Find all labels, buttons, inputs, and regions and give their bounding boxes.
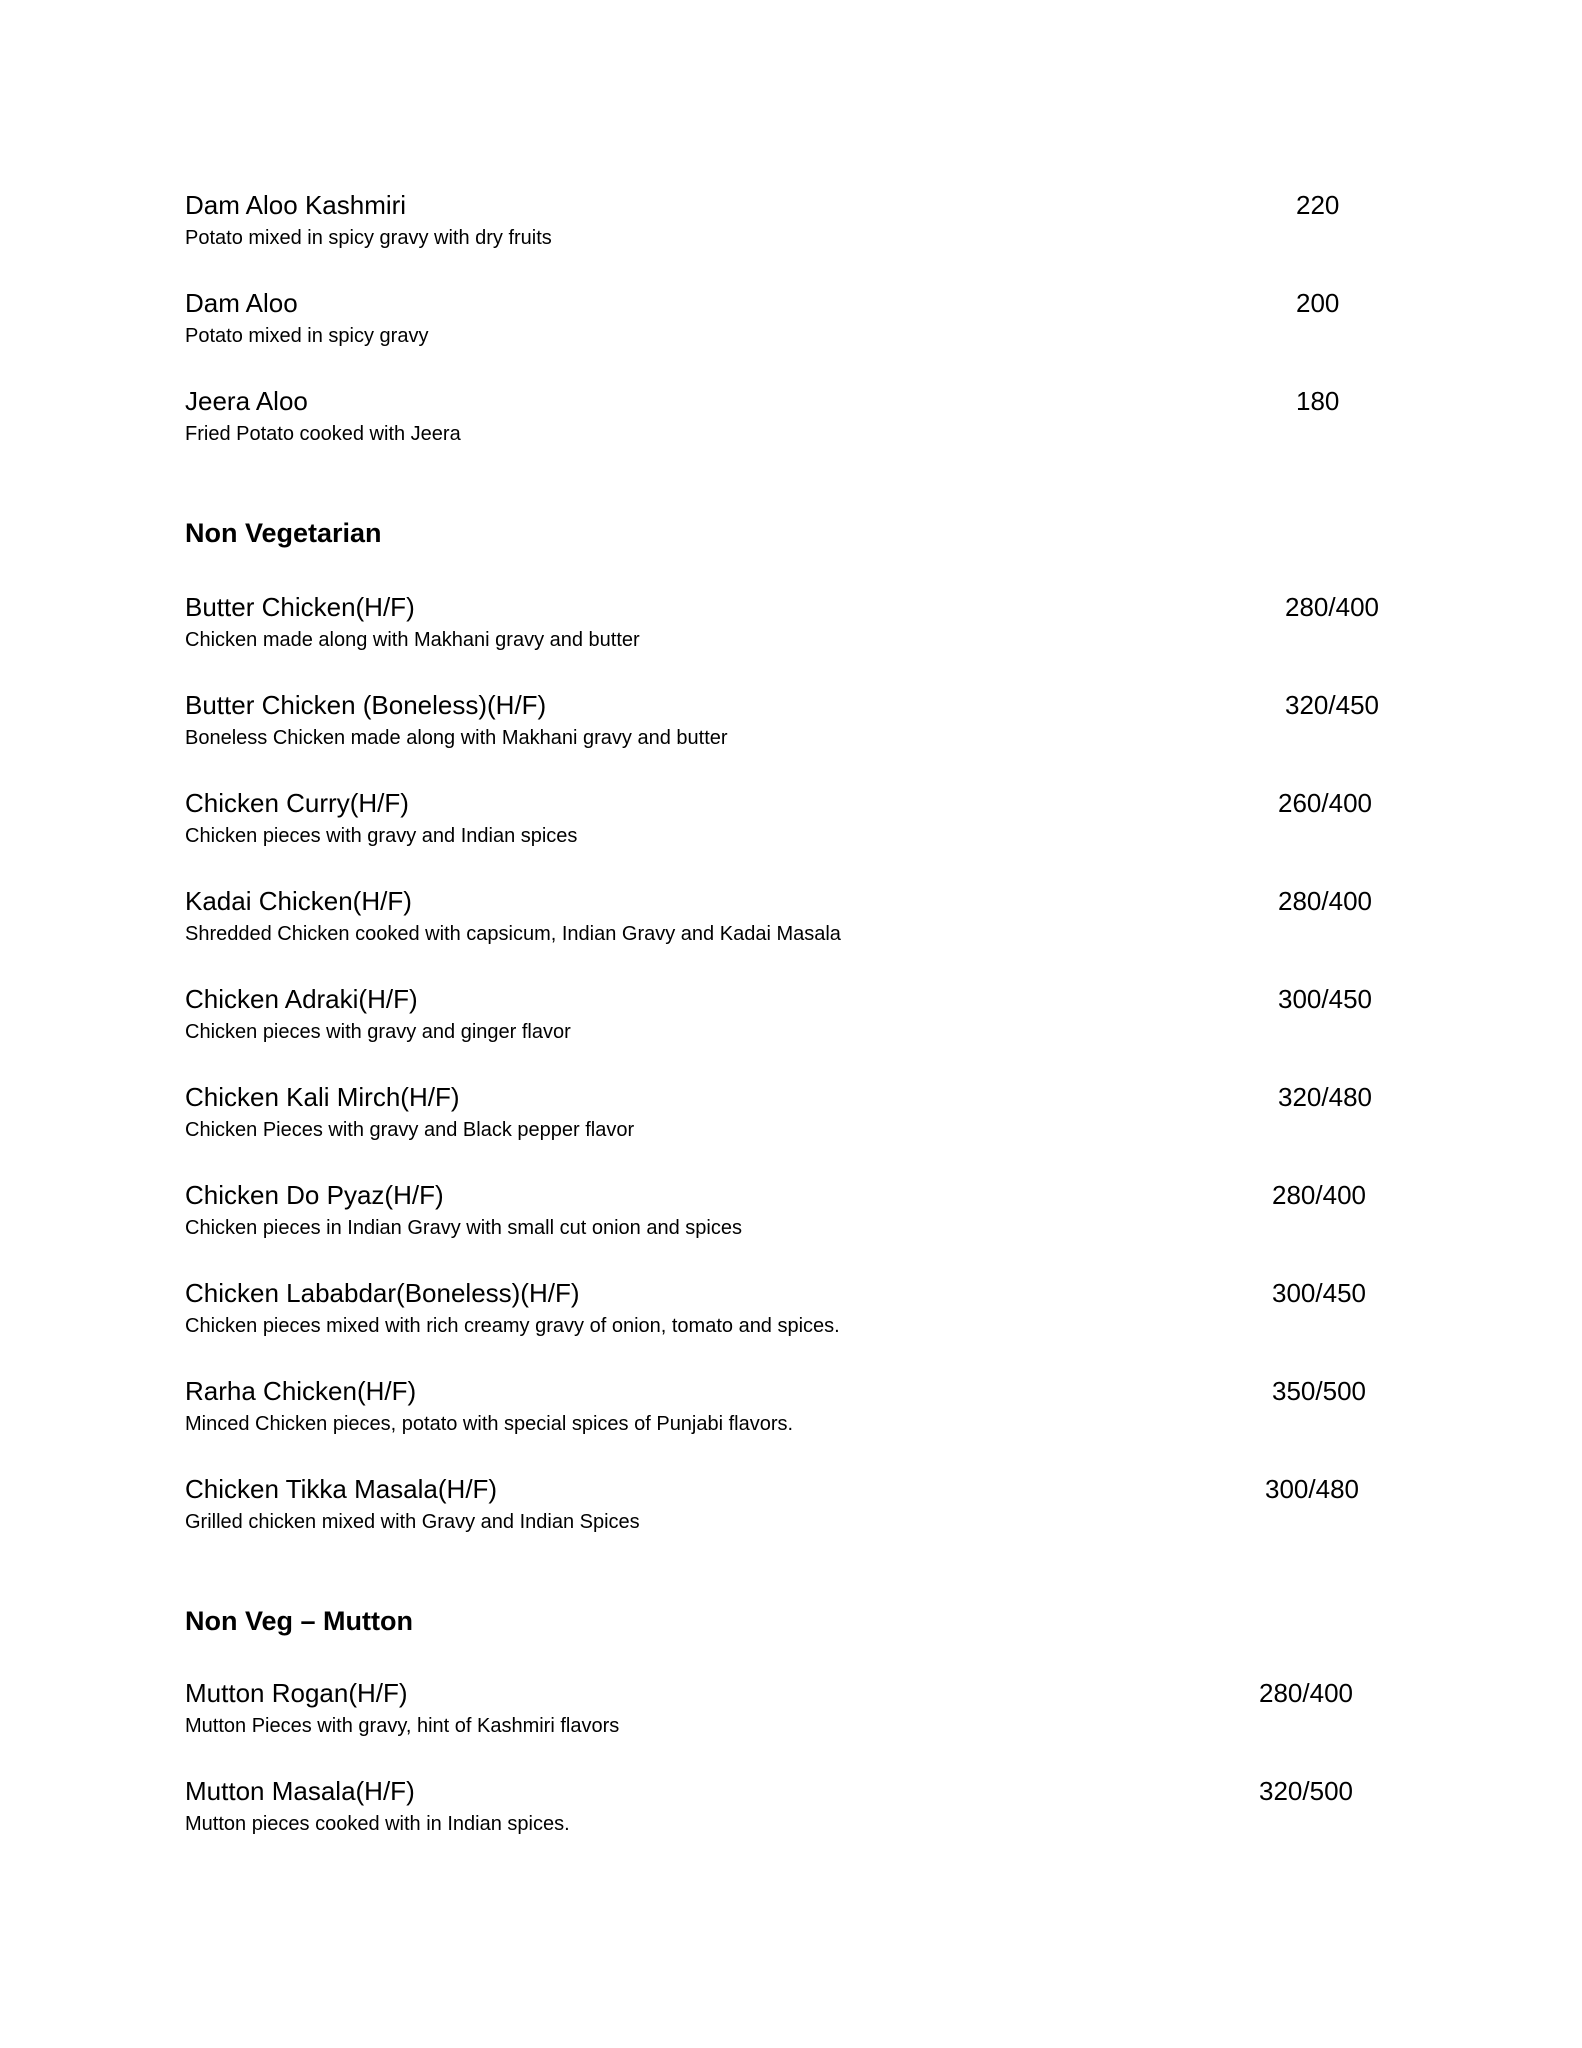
item-name: Chicken Curry(H/F) [185,788,409,818]
item-description: Chicken pieces in Indian Gravy with small cut onion and spices [185,1217,742,1239]
item-name: Kadai Chicken(H/F) [185,886,412,916]
menu-item [185,1766,1425,1864]
menu-item [185,680,1425,778]
item-description: Mutton Pieces with gravy, hint of Kashmiri flavors [185,1715,620,1737]
menu-item [185,974,1425,1072]
item-description: Mutton pieces cooked with in Indian spices. [185,1813,570,1835]
item-price: 280/400 [1278,886,1372,916]
item-description: Fried Potato cooked with Jeera [185,423,461,445]
menu-item [185,876,1425,974]
item-description: Boneless Chicken made along with Makhani gravy and butter [185,727,728,749]
item-description: Chicken made along with Makhani gravy and butter [185,629,640,651]
item-name: Mutton Rogan(H/F) [185,1678,408,1708]
item-description: Potato mixed in spicy gravy [185,325,429,347]
menu-item [185,778,1425,876]
item-price: 320/450 [1285,690,1379,720]
section-spacer [185,474,1582,516]
item-description: Chicken pieces with gravy and Indian spices [185,825,578,847]
menu-item [185,376,1425,474]
item-price: 260/400 [1278,788,1372,818]
item-price: 220 [1296,190,1340,220]
menu-item [185,1464,1425,1562]
item-price: 300/480 [1265,1474,1359,1504]
menu-item [185,1268,1425,1366]
item-description: Chicken pieces with gravy and ginger flavor [185,1021,571,1043]
section-spacer [185,1562,1582,1604]
section-heading-wrap [185,1604,1425,1668]
item-name: Dam Aloo [185,288,298,318]
item-name: Chicken Tikka Masala(H/F) [185,1474,498,1504]
item-description: Shredded Chicken cooked with capsicum, Indian Gravy and Kadai Masala [185,923,841,945]
menu-item [185,1072,1425,1170]
menu-item [185,180,1425,278]
item-name: Chicken Do Pyaz(H/F) [185,1180,444,1210]
vegetarian-section [185,180,1425,474]
item-price: 280/400 [1272,1180,1366,1210]
item-name: Mutton Masala(H/F) [185,1776,415,1806]
item-price: 180 [1296,386,1340,416]
section-heading: Non Vegetarian [185,518,382,548]
menu-item [185,1170,1425,1268]
item-price: 300/450 [1278,984,1372,1014]
item-description: Minced Chicken pieces, potato with special spices of Punjabi flavors. [185,1413,794,1435]
item-name: Rarha Chicken(H/F) [185,1376,417,1406]
item-name: Chicken Adraki(H/F) [185,984,418,1014]
item-price: 280/400 [1259,1678,1353,1708]
non-vegetarian-section [185,516,1425,1562]
item-price: 280/400 [1285,592,1379,622]
item-name: Chicken Lababdar(Boneless)(H/F) [185,1278,580,1308]
section-heading-wrap [185,516,1425,582]
menu-item [185,278,1425,376]
item-description: Chicken pieces mixed with rich creamy gravy of onion, tomato and spices. [185,1315,840,1337]
item-name: Chicken Kali Mirch(H/F) [185,1082,460,1112]
item-name: Dam Aloo Kashmiri [185,190,407,220]
item-name: Butter Chicken(H/F) [185,592,415,622]
item-price: 200 [1296,288,1340,318]
section-heading: Non Veg – Mutton [185,1606,413,1636]
item-price: 350/500 [1272,1376,1366,1406]
item-price: 320/500 [1259,1776,1353,1806]
menu-item [185,1668,1425,1766]
item-price: 320/480 [1278,1082,1372,1112]
item-description: Grilled chicken mixed with Gravy and Indian Spices [185,1511,640,1533]
item-price: 300/450 [1272,1278,1366,1308]
menu-item [185,582,1425,680]
item-name: Jeera Aloo [185,386,308,416]
item-name: Butter Chicken (Boneless)(H/F) [185,690,547,720]
item-description: Chicken Pieces with gravy and Black pepper flavor [185,1119,635,1141]
mutton-section [185,1604,1425,1864]
item-description: Potato mixed in spicy gravy with dry fruits [185,227,552,249]
menu-item [185,1366,1425,1464]
